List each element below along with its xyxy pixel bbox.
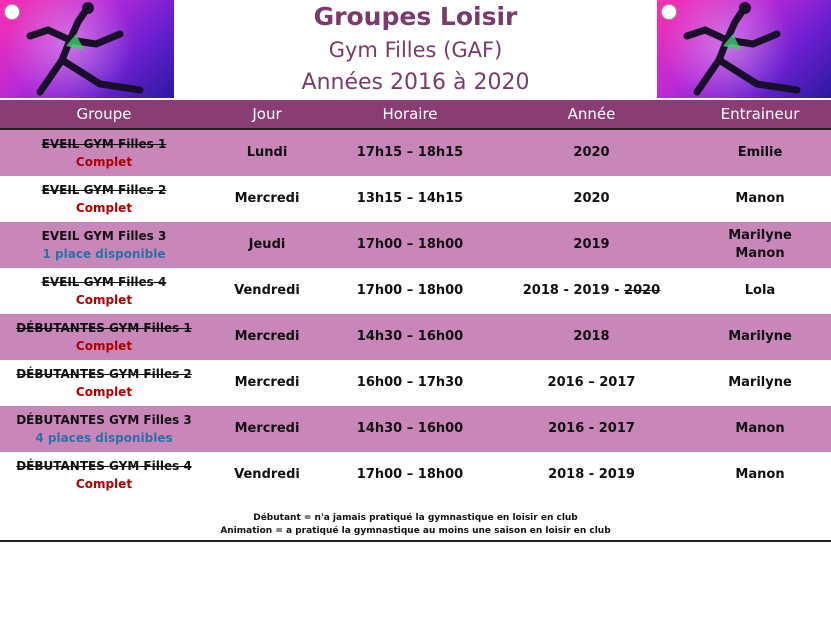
year-cell: 2016 - 2017 <box>548 421 635 436</box>
gymnast-image-left <box>0 0 174 98</box>
group-name: DÉBUTANTES GYM Filles 1 <box>16 321 192 335</box>
coach-cell: Marilyne <box>728 375 792 390</box>
time-cell: 17h15 – 18h15 <box>356 145 464 160</box>
group-cell <box>0 176 208 222</box>
day-cell: Mercredi <box>234 375 300 390</box>
time-cell: 13h15 – 14h15 <box>356 191 464 206</box>
table-row <box>0 268 831 314</box>
time-cell: 17h00 – 18h00 <box>356 237 464 252</box>
gymnast-silhouette-icon <box>657 0 831 98</box>
coach-cell: Manon <box>735 191 785 206</box>
group-name: DÉBUTANTES GYM Filles 4 <box>16 459 192 473</box>
group-status: 1 place disponible <box>42 247 166 261</box>
year-cell: 2020 <box>573 191 610 206</box>
club-logo-icon <box>661 4 677 20</box>
table-row <box>0 406 831 452</box>
day-cell: Mercredi <box>234 191 300 206</box>
group-cell <box>0 130 208 176</box>
table-row <box>0 452 831 498</box>
page-header <box>0 0 831 100</box>
group-cell <box>0 222 208 268</box>
coach-cell: Emilie <box>737 145 783 160</box>
group-name: EVEIL GYM Filles 3 <box>41 229 167 243</box>
day-cell: Vendredi <box>234 283 300 298</box>
group-cell <box>0 360 208 406</box>
page-title: Groupes Loisir <box>313 2 518 31</box>
coach-cell <box>689 222 831 268</box>
footnotes <box>0 512 831 538</box>
coach-cell: Manon <box>735 467 785 482</box>
year-values: 2018 - 2019 - <box>522 283 625 298</box>
year-cell: 2018 - 2019 <box>548 467 635 482</box>
time-cell: 16h00 – 17h30 <box>356 375 464 390</box>
coach-name-2: Manon <box>735 246 785 261</box>
day-cell: Mercredi <box>234 329 300 344</box>
group-status: Complet <box>75 155 133 169</box>
table-row <box>0 314 831 360</box>
time-cell: 14h30 – 16h00 <box>356 329 464 344</box>
column-header-annee: Année <box>567 105 616 123</box>
coach-name: Marilyne <box>728 228 792 243</box>
gymnast-image-right <box>657 0 831 98</box>
club-logo-icon <box>4 4 20 20</box>
title-box <box>174 0 657 98</box>
group-cell <box>0 406 208 452</box>
group-status: Complet <box>75 339 133 353</box>
group-cell <box>0 314 208 360</box>
group-status: Complet <box>75 293 133 307</box>
day-cell: Lundi <box>246 145 288 160</box>
day-cell: Vendredi <box>234 467 300 482</box>
table-header <box>0 100 831 130</box>
year-struck: 2020 <box>624 283 661 298</box>
group-status: Complet <box>75 201 133 215</box>
bottom-divider <box>0 540 831 542</box>
group-cell <box>0 452 208 498</box>
group-name: EVEIL GYM Filles 4 <box>41 275 167 289</box>
page-subtitle: Gym Filles (GAF) <box>328 38 503 62</box>
table-row <box>0 222 831 268</box>
time-cell: 14h30 – 16h00 <box>356 421 464 436</box>
group-status: Complet <box>75 385 133 399</box>
group-cell <box>0 268 208 314</box>
table-row <box>0 176 831 222</box>
time-cell: 17h00 – 18h00 <box>356 283 464 298</box>
day-cell: Mercredi <box>234 421 300 436</box>
column-header-groupe: Groupe <box>76 105 132 123</box>
year-cell <box>494 268 689 314</box>
coach-cell: Manon <box>735 421 785 436</box>
group-name: EVEIL GYM Filles 1 <box>41 137 167 151</box>
column-header-entraineur: Entraineur <box>720 105 800 123</box>
column-header-jour: Jour <box>252 105 282 123</box>
year-cell: 2019 <box>573 237 610 252</box>
group-name: DÉBUTANTES GYM Filles 2 <box>16 367 192 381</box>
time-cell: 17h00 – 18h00 <box>356 467 464 482</box>
year-cell: 2016 – 2017 <box>547 375 636 390</box>
coach-cell: Marilyne <box>728 329 792 344</box>
footnote-debutant: Débutant = n'a jamais pratiqué la gymnastique en loisir en club <box>253 513 578 523</box>
group-name: EVEIL GYM Filles 2 <box>41 183 167 197</box>
group-status: 4 places disponibles <box>35 431 173 445</box>
column-header-horaire: Horaire <box>382 105 438 123</box>
year-cell: 2020 <box>573 145 610 160</box>
year-cell: 2018 <box>573 329 610 344</box>
day-cell: Jeudi <box>248 237 286 252</box>
table-row <box>0 130 831 176</box>
coach-cell: Lola <box>744 283 776 298</box>
group-status: Complet <box>75 477 133 491</box>
page-years: Années 2016 à 2020 <box>301 70 530 95</box>
gymnast-silhouette-icon <box>0 0 174 98</box>
group-name: DÉBUTANTES GYM Filles 3 <box>16 413 192 427</box>
footnote-animation: Animation = a pratiqué la gymnastique au moins une saison en loisir en club <box>220 526 611 536</box>
table-row <box>0 360 831 406</box>
